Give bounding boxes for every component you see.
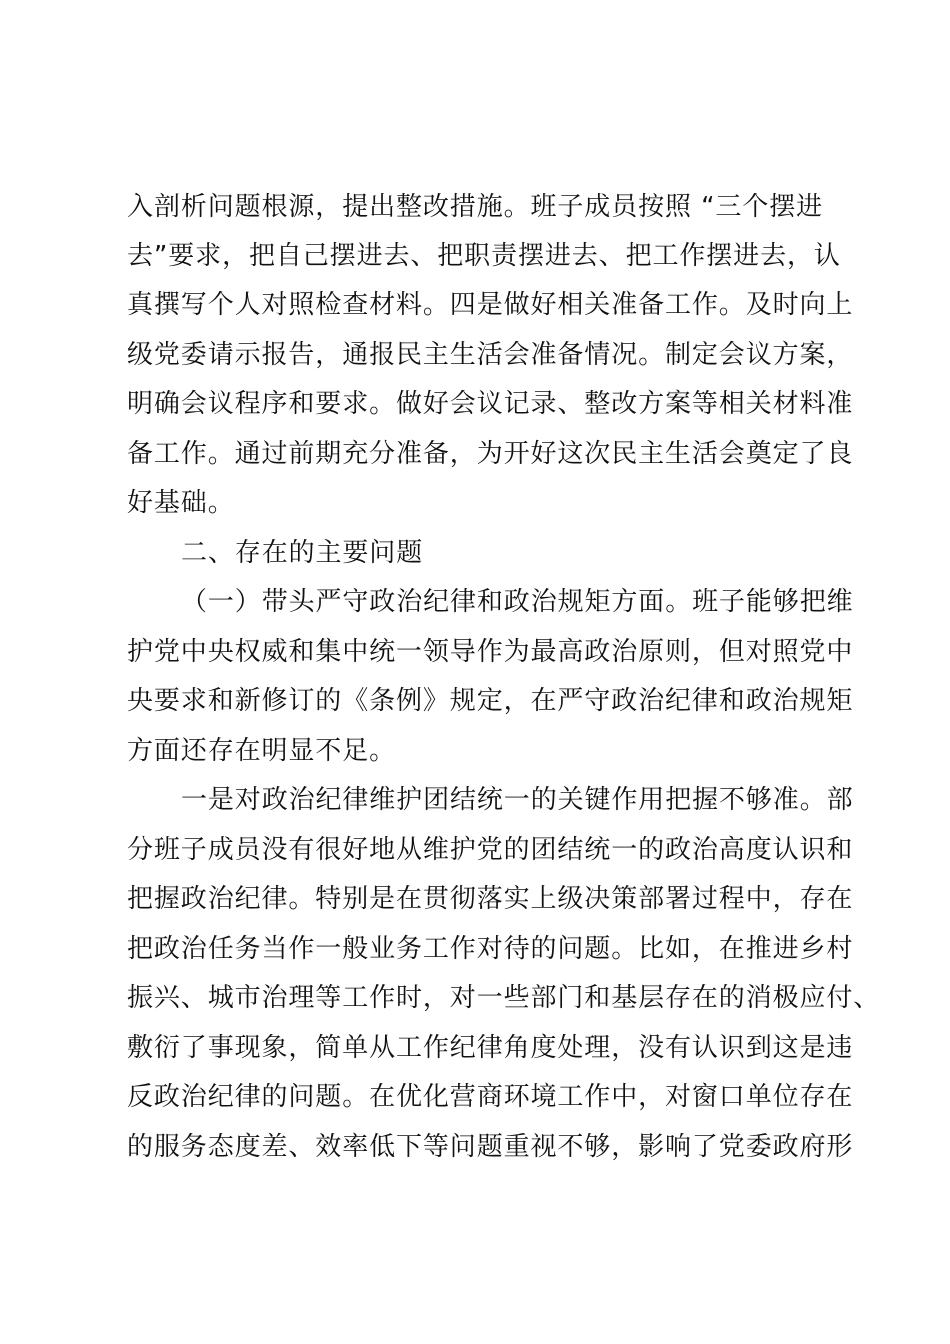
paragraph-line: 护党中央权威和集中统一领导作为最高政治原则，但对照党中	[127, 637, 854, 667]
paragraph-line: 分班子成员没有很好地从维护党的团结统一的政治高度认识和	[127, 835, 854, 865]
paragraph-line: 把握政治纪律。特别是在贯彻落实上级决策部署过程中，存在	[127, 884, 854, 914]
paragraph-line: 央要求和新修订的《条例》规定，在严守政治纪律和政治规矩	[127, 686, 854, 716]
paragraph-line: 方面还存在明显不足。	[127, 736, 397, 766]
paragraph-line: 备工作。通过前期充分准备，为开好这次民主生活会奠定了良	[127, 439, 854, 469]
paragraph-line: 敷衍了事现象，简单从工作纪律角度处理，没有认识到这是违	[127, 1033, 854, 1063]
paragraph-line: 振兴、城市治理等工作时，对一些部门和基层存在的消极应付、	[127, 983, 881, 1013]
paragraph-line: 把政治任务当作一般业务工作对待的问题。比如，在推进乡村	[127, 934, 854, 964]
paragraph-line: 好基础。	[127, 488, 235, 518]
paragraph-line: 的服务态度差、效率低下等问题重视不够，影响了党委政府形	[127, 1132, 854, 1162]
section-heading: 二、存在的主要问题	[181, 538, 424, 568]
paragraph-line: 去”要求，把自己摆进去、把职责摆进去、把工作摆进去，认	[127, 241, 841, 271]
paragraph-line: 明确会议程序和要求。做好会议记录、整改方案等相关材料准	[127, 389, 854, 419]
paragraph-line: 级党委请示报告，通报民主生活会准备情况。制定会议方案，	[127, 340, 854, 370]
paragraph-line: 入剖析问题根源，提出整改措施。班子成员按照 “三个摆进	[127, 192, 824, 222]
subsection-heading-line: （一）带头严守政治纪律和政治规矩方面。班子能够把维	[181, 587, 854, 617]
paragraph-line: 真撰写个人对照检查材料。四是做好相关准备工作。及时向上	[127, 290, 854, 320]
paragraph-line: 反政治纪律的问题。在优化营商环境工作中，对窗口单位存在	[127, 1082, 854, 1112]
paragraph-line: 一是对政治纪律维护团结统一的关键作用把握不够准。部	[181, 785, 854, 815]
